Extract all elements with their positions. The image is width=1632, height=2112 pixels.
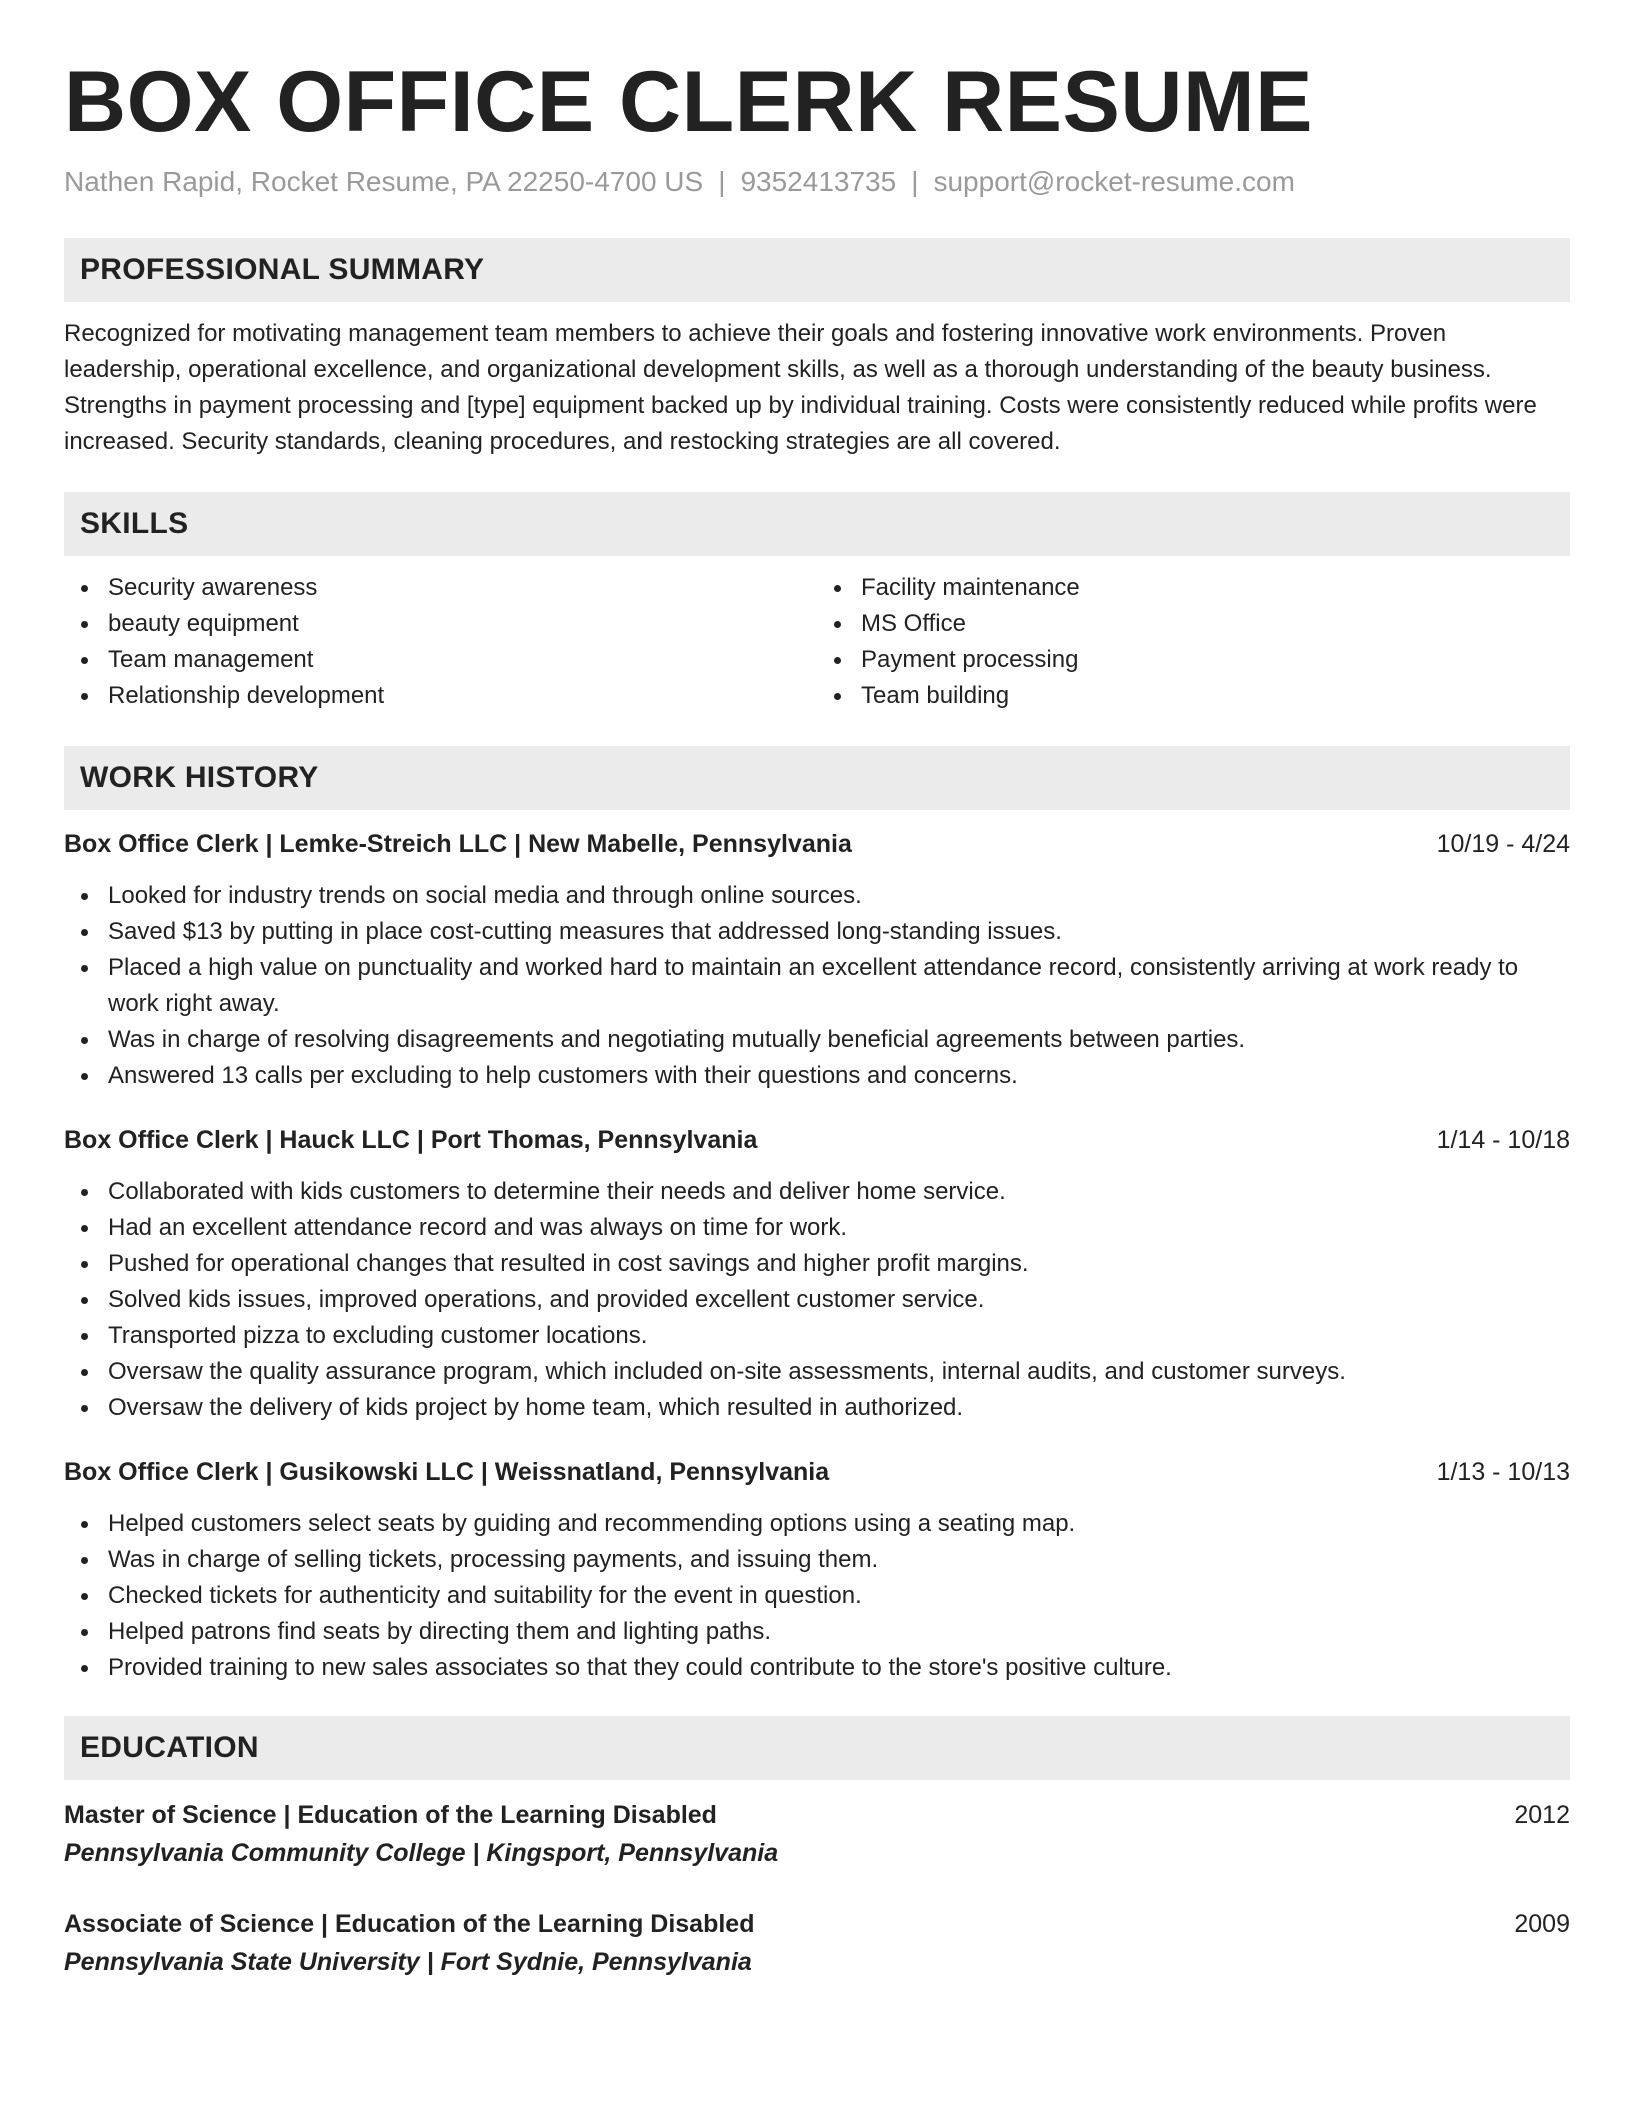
contact-email: support@rocket-resume.com xyxy=(933,166,1295,198)
job-bullet: Had an excellent attendance record and was always on time for work. xyxy=(108,1210,1570,1246)
skills-column-right xyxy=(817,570,1570,714)
job-title: Box Office Clerk | Gusikowski LLC | Weissnatland, Pennsylvania xyxy=(64,1458,830,1487)
job-dates: 1/13 - 10/13 xyxy=(1436,1458,1570,1487)
job-dates: 1/14 - 10/18 xyxy=(1436,1126,1570,1155)
job-bullet: Answered 13 calls per excluding to help customers with their questions and concerns. xyxy=(108,1058,1570,1094)
education-school: Pennsylvania Community College | Kingsport, Pennsylvania xyxy=(64,1839,779,1868)
education-year: 2012 xyxy=(1514,1801,1570,1830)
job-bullet: Saved $13 by putting in place cost-cutting measures that addressed long-standing issues. xyxy=(108,914,1570,950)
contact-phone: 9352413735 xyxy=(740,166,897,198)
job-bullet: Checked tickets for authenticity and suitability for the event in question. xyxy=(108,1578,1570,1614)
job-bullet: Looked for industry trends on social media and through online sources. xyxy=(108,878,1570,914)
resume-page xyxy=(64,54,1570,1981)
contact-separator: | xyxy=(911,166,919,198)
contact-address: Nathen Rapid, Rocket Resume, PA 22250-4700 US xyxy=(64,166,704,198)
job-bullet: Provided training to new sales associates so that they could contribute to the store's positive culture. xyxy=(108,1650,1570,1686)
job-entry xyxy=(64,1454,1570,1686)
skill-item: beauty equipment xyxy=(108,606,817,642)
section-heading-summary: PROFESSIONAL SUMMARY xyxy=(64,238,1570,302)
education-school: Pennsylvania State University | Fort Sydnie, Pennsylvania xyxy=(64,1948,752,1977)
section-heading-education: EDUCATION xyxy=(64,1716,1570,1780)
job-title: Box Office Clerk | Lemke-Streich LLC | New Mabelle, Pennsylvania xyxy=(64,830,852,859)
skill-item: Security awareness xyxy=(108,570,817,606)
job-bullet: Oversaw the delivery of kids project by home team, which resulted in authorized. xyxy=(108,1390,1570,1426)
skill-item: Relationship development xyxy=(108,678,817,714)
skills-list xyxy=(64,570,1570,714)
job-header xyxy=(64,1454,1570,1490)
job-entry xyxy=(64,1122,1570,1426)
job-entry xyxy=(64,826,1570,1094)
education-year: 2009 xyxy=(1514,1910,1570,1939)
education-entry xyxy=(64,1905,1570,1981)
job-header xyxy=(64,1122,1570,1158)
contact-line xyxy=(64,166,1570,198)
job-bullet: Was in charge of selling tickets, processing payments, and issuing them. xyxy=(108,1542,1570,1578)
education-degree: Master of Science | Education of the Learning Disabled xyxy=(64,1801,717,1830)
job-bullets xyxy=(64,1506,1570,1686)
summary-text: Recognized for motivating management team members to achieve their goals and fostering innovative work environments. Proven leadership, operational excellence, and organizational development skills, as well as a thorough understanding of the beauty business. Strengths in payment processing and [type] equipment backed up by individual training. Costs were consistently reduced while profits were increased. Security standards, cleaning procedures, and restocking strategies are all covered. xyxy=(64,320,1537,456)
job-title: Box Office Clerk | Hauck LLC | Port Thomas, Pennsylvania xyxy=(64,1126,758,1155)
education-degree: Associate of Science | Education of the Learning Disabled xyxy=(64,1910,755,1939)
job-bullet: Helped customers select seats by guiding and recommending options using a seating map. xyxy=(108,1506,1570,1542)
skill-item: Team building xyxy=(861,678,1570,714)
job-bullet: Solved kids issues, improved operations, and provided excellent customer service. xyxy=(108,1282,1570,1318)
contact-separator: | xyxy=(718,166,726,198)
section-heading-skills: SKILLS xyxy=(64,492,1570,556)
job-bullet: Collaborated with kids customers to determine their needs and deliver home service. xyxy=(108,1174,1570,1210)
job-bullets xyxy=(64,1174,1570,1426)
education-entry xyxy=(64,1796,1570,1872)
skill-item: Facility maintenance xyxy=(861,570,1570,606)
job-bullets xyxy=(64,878,1570,1094)
job-bullet: Pushed for operational changes that resulted in cost savings and higher profit margins. xyxy=(108,1246,1570,1282)
job-bullet: Oversaw the quality assurance program, which included on-site assessments, internal audits, and customer surveys. xyxy=(108,1354,1570,1390)
job-bullet: Helped patrons find seats by directing them and lighting paths. xyxy=(108,1614,1570,1650)
job-bullet: Placed a high value on punctuality and worked hard to maintain an excellent attendance record, consistently arriving at work ready to work right away. xyxy=(108,950,1570,1022)
job-dates: 10/19 - 4/24 xyxy=(1436,830,1570,859)
skills-column-left xyxy=(64,570,817,714)
job-bullet: Was in charge of resolving disagreements and negotiating mutually beneficial agreements between parties. xyxy=(108,1022,1570,1058)
resume-title: BOX OFFICE CLERK RESUME xyxy=(64,54,1314,150)
education-header xyxy=(64,1796,1570,1834)
job-bullet: Transported pizza to excluding customer locations. xyxy=(108,1318,1570,1354)
job-header xyxy=(64,826,1570,862)
education-header xyxy=(64,1905,1570,1943)
skill-item: Team management xyxy=(108,642,817,678)
skill-item: Payment processing xyxy=(861,642,1570,678)
section-heading-work: WORK HISTORY xyxy=(64,746,1570,810)
skill-item: MS Office xyxy=(861,606,1570,642)
